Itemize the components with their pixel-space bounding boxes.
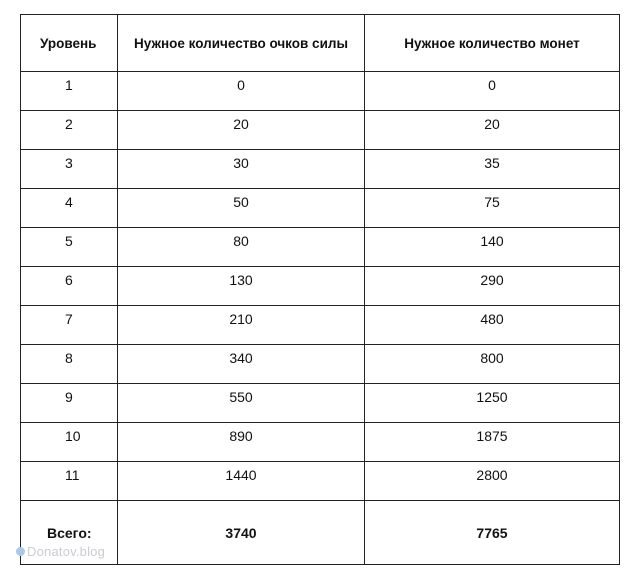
table-row	[21, 267, 620, 306]
upgrade-costs-table-container	[20, 14, 619, 574]
coins-cell: 290	[365, 267, 620, 306]
coins-cell: 0	[365, 72, 620, 111]
power-points-cell: 1440	[118, 462, 365, 501]
watermark-dot-icon	[16, 547, 25, 556]
level-cell: 9	[21, 384, 118, 423]
coins-cell: 140	[365, 228, 620, 267]
level-cell: 7	[21, 306, 118, 345]
power-points-cell: 80	[118, 228, 365, 267]
level-cell: 11	[21, 462, 118, 501]
header-level: Уровень	[21, 15, 118, 72]
total-power-points: 3740	[118, 501, 365, 565]
level-cell: 6	[21, 267, 118, 306]
table-row	[21, 150, 620, 189]
header-power-points: Нужное количество очков силы	[118, 15, 365, 72]
table-row	[21, 189, 620, 228]
coins-cell: 800	[365, 345, 620, 384]
level-cell: 10	[21, 423, 118, 462]
level-cell: 1	[21, 72, 118, 111]
upgrade-costs-table	[20, 14, 620, 565]
total-coins: 7765	[365, 501, 620, 565]
coins-cell: 1250	[365, 384, 620, 423]
coins-cell: 480	[365, 306, 620, 345]
table-header-row	[21, 15, 620, 72]
table-row	[21, 384, 620, 423]
power-points-cell: 50	[118, 189, 365, 228]
coins-cell: 2800	[365, 462, 620, 501]
level-cell: 3	[21, 150, 118, 189]
total-label: Всего:	[21, 501, 118, 565]
level-cell: 8	[21, 345, 118, 384]
coins-cell: 75	[365, 189, 620, 228]
table-row	[21, 228, 620, 267]
power-points-cell: 130	[118, 267, 365, 306]
power-points-cell: 550	[118, 384, 365, 423]
table-row	[21, 462, 620, 501]
level-cell: 2	[21, 111, 118, 150]
coins-cell: 1875	[365, 423, 620, 462]
power-points-cell: 890	[118, 423, 365, 462]
table-row	[21, 306, 620, 345]
table-row	[21, 423, 620, 462]
table-row	[21, 345, 620, 384]
power-points-cell: 340	[118, 345, 365, 384]
power-points-cell: 20	[118, 111, 365, 150]
table-row	[21, 111, 620, 150]
table-row	[21, 72, 620, 111]
power-points-cell: 210	[118, 306, 365, 345]
coins-cell: 20	[365, 111, 620, 150]
power-points-cell: 30	[118, 150, 365, 189]
watermark	[16, 544, 105, 559]
total-row	[21, 501, 620, 565]
level-cell: 5	[21, 228, 118, 267]
power-points-cell: 0	[118, 72, 365, 111]
level-cell: 4	[21, 189, 118, 228]
watermark-text: Donatov.blog	[27, 544, 106, 559]
coins-cell: 35	[365, 150, 620, 189]
header-coins: Нужное количество монет	[365, 15, 620, 72]
